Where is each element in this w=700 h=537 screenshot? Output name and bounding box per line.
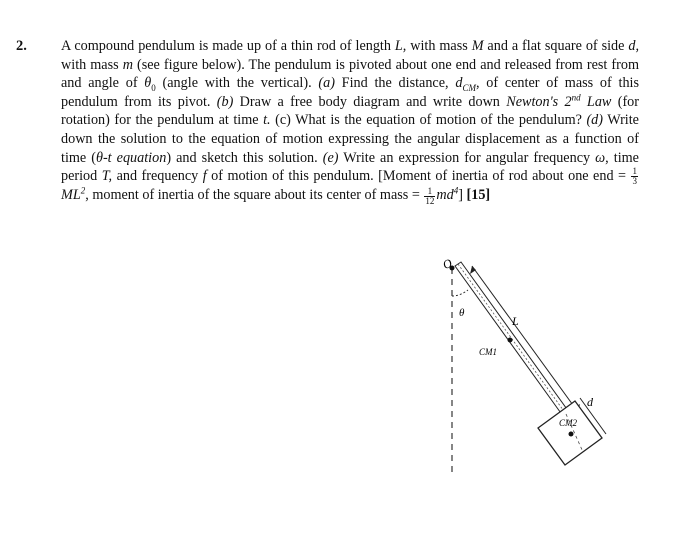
q-text-1: A compound pendulum is made up of a thin rod of length xyxy=(61,38,395,54)
var-d: d, xyxy=(628,38,639,54)
part-e-text-1: Write an expression for angular frequency xyxy=(338,149,596,166)
omega-symbol: ω xyxy=(595,149,606,166)
q-text-1f: (angle with the vertical). xyxy=(155,75,319,92)
cm1-dot xyxy=(508,338,513,343)
part-b-label: (b) xyxy=(216,93,234,110)
theta-t-equation: θ-t equation xyxy=(95,149,167,166)
var-m: m xyxy=(122,56,133,73)
part-d-text-2: ) and sketch this solution. xyxy=(166,149,323,166)
points-value: [15] xyxy=(466,187,491,204)
q-text-1c: and a flat square of side xyxy=(483,38,629,54)
newton-law: Newton's 2nd Law xyxy=(506,92,612,110)
var-M: M xyxy=(471,38,484,54)
part-d-label: (d) xyxy=(586,112,603,129)
rod-length-label: L xyxy=(512,314,519,328)
dcm-subscript: CM xyxy=(462,83,476,94)
var-L: L, xyxy=(394,38,407,54)
part-a-label: (a) xyxy=(318,75,335,92)
var-f: f xyxy=(202,168,207,185)
length-arrow-head-top xyxy=(470,266,476,274)
dcm-symbol: d xyxy=(455,75,463,92)
fraction-one-third: $\frac{1}{3}$ xyxy=(632,166,637,187)
md-fourth: $md^4$ xyxy=(436,185,459,204)
part-e-text-3: and frequency xyxy=(112,168,203,185)
var-t: t. xyxy=(263,112,271,129)
q-text-1d: with mass xyxy=(61,56,123,73)
part-e-text-2: , time period xyxy=(61,149,639,185)
part-e-label: (e) xyxy=(322,149,339,166)
part-b-text-1: Draw a free body diagram and write down xyxy=(233,93,507,110)
side-length-label: d xyxy=(587,395,593,409)
part-e-text-5: , moment of inertia of the square about its center of mass = xyxy=(85,187,424,204)
cm2-dot xyxy=(569,432,574,437)
theta-zero: θ xyxy=(144,75,152,92)
part-e-text-4: of motion of this pendulum. [Moment of inertia of rod about one end = xyxy=(206,168,631,185)
cm2-label: CM2 xyxy=(559,418,577,428)
q-text-1e: (see figure below). The pendulum is pivoted about one end and released from rest from and angle of xyxy=(61,56,639,92)
fraction-one-twelfth: $\frac{1}{12}$ xyxy=(425,185,435,206)
part-d-text-1: Write down the solution to the equation of motion expressing the angular displacement as a function of time ( xyxy=(61,112,639,166)
part-b-text-2: (for rotation) for the pendulum at time xyxy=(61,93,639,129)
q-text-1b: with mass xyxy=(406,38,472,54)
theta-arc xyxy=(452,290,468,296)
part-c-text: (c) What is the equation of motion of the pendulum? xyxy=(270,112,587,129)
ML-squared: $ML^2$ xyxy=(61,185,86,204)
var-T: T, xyxy=(101,168,113,185)
part-a-text-1: Find the distance, xyxy=(334,75,456,92)
part-a-text-2: , of center of mass of this pendulum from its pivot. xyxy=(61,75,640,110)
length-arrow xyxy=(472,266,578,412)
pivot-label: O xyxy=(440,255,455,273)
closing-bracket: ] xyxy=(458,187,463,204)
cm1-label: CM1 xyxy=(479,347,497,357)
question-number: 2. xyxy=(16,38,27,54)
theta-zero-subscript: 0 xyxy=(151,83,156,94)
theta-label: θ xyxy=(459,307,465,319)
